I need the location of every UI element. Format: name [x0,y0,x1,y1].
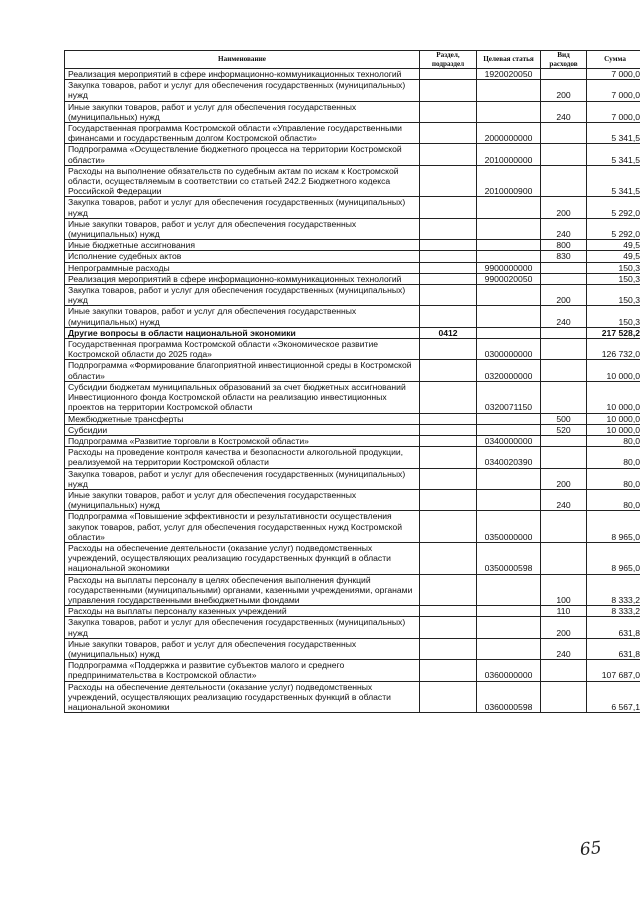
table-row [65,197,640,218]
cell-sum: 7 000,0 [587,80,640,101]
cell-sum: 5 341,5 [587,123,640,144]
table-row [65,285,640,306]
cell-type: 110 [541,606,587,617]
header-type: Вид расходов [541,51,587,69]
cell-type [541,273,587,284]
cell-sum: 107 687,0 [587,660,640,681]
cell-type [541,165,587,197]
cell-target [477,285,541,306]
table-row [65,251,640,262]
cell-name: Межбюджетные трансферты [65,413,420,424]
table-row [65,574,640,606]
cell-sum: 80,0 [587,468,640,489]
cell-name: Подпрограмма «Формирование благоприятной инвестиционной среды в Костромской области» [65,360,420,381]
cell-type: 200 [541,617,587,638]
cell-type: 800 [541,240,587,251]
cell-sum: 10 000,0 [587,413,640,424]
cell-sum: 5 292,0 [587,197,640,218]
table-row [65,339,640,360]
cell-sum: 10 000,0 [587,360,640,381]
cell-sum: 8 965,0 [587,542,640,574]
cell-section [420,638,477,659]
table-row [65,306,640,327]
cell-section [420,511,477,543]
cell-type: 500 [541,413,587,424]
table-row [65,617,640,638]
cell-type [541,360,587,381]
cell-target [477,468,541,489]
cell-type: 240 [541,489,587,510]
cell-section [420,617,477,638]
cell-section [420,360,477,381]
cell-target: 0360000000 [477,660,541,681]
header-name: Наименование [65,51,420,69]
cell-target [477,327,541,338]
cell-target: 9900020050 [477,273,541,284]
header-target: Целевая статья [477,51,541,69]
cell-sum: 5 292,0 [587,218,640,239]
cell-name: Реализация мероприятий в сфере информационно-коммуникационных технологий [65,273,420,284]
cell-type: 200 [541,80,587,101]
cell-name: Расходы на обеспечение деятельности (оказание услуг) подведомственных учреждений, осуществляющих реализацию государственных функций в области национальной экономики [65,681,420,713]
table-row [65,262,640,273]
cell-name: Иные бюджетные ассигнования [65,240,420,251]
cell-sum: 49,5 [587,251,640,262]
table-row [65,101,640,122]
cell-type [541,447,587,468]
table-row [65,606,640,617]
cell-sum: 126 732,0 [587,339,640,360]
cell-type [541,660,587,681]
cell-name: Иные закупки товаров, работ и услуг для обеспечения государственных (муниципальных) нужд [65,306,420,327]
cell-type [541,542,587,574]
cell-name: Расходы на выплаты персоналу в целях обеспечения выполнения функций государственными (муниципальными) органами, казенными учреждениями, органами управления государственными внебюджетными фондами [65,574,420,606]
table-row [65,511,640,543]
cell-name: Расходы на выполнение обязательств по судебным актам по искам к Костромской области, осуществляемым в соответствии со статьей 242.2 Бюджетного кодекса Российской Федерации [65,165,420,197]
cell-section [420,165,477,197]
cell-sum: 150,3 [587,285,640,306]
cell-section [420,606,477,617]
cell-section [420,542,477,574]
cell-type: 200 [541,468,587,489]
cell-sum: 8 333,2 [587,606,640,617]
cell-sum: 80,0 [587,489,640,510]
cell-sum: 150,3 [587,262,640,273]
cell-section [420,251,477,262]
handwritten-page-number: 65 [578,837,603,861]
table-row [65,69,640,80]
cell-target [477,424,541,435]
cell-type [541,511,587,543]
cell-section [420,413,477,424]
cell-section [420,660,477,681]
cell-type: 240 [541,218,587,239]
cell-section [420,574,477,606]
table-body [65,69,640,713]
cell-target [477,489,541,510]
cell-name: Расходы на выплаты персоналу казенных учреждений [65,606,420,617]
cell-target: 0360000598 [477,681,541,713]
cell-name: Государственная программа Костромской области «Управление государственными финансами и государственным долгом Костромской области» [65,123,420,144]
cell-sum: 80,0 [587,447,640,468]
table-row [65,80,640,101]
cell-target: 0320071150 [477,381,541,413]
cell-target: 1920020050 [477,69,541,80]
cell-name: Закупка товаров, работ и услуг для обеспечения государственных (муниципальных) нужд [65,285,420,306]
cell-type: 830 [541,251,587,262]
cell-name: Подпрограмма «Поддержка и развитие субъектов малого и среднего предпринимательства в Костромской области» [65,660,420,681]
cell-target [477,251,541,262]
table-row [65,413,640,424]
cell-type: 200 [541,285,587,306]
cell-target: 0340020390 [477,447,541,468]
cell-sum: 8 965,0 [587,511,640,543]
cell-type [541,144,587,165]
table-header [65,51,640,69]
cell-name: Расходы на обеспечение деятельности (оказание услуг) подведомственных учреждений, осуществляющих реализацию государственных функций в области национальной экономики [65,542,420,574]
cell-sum: 150,3 [587,273,640,284]
cell-name: Субсидии [65,424,420,435]
cell-type [541,681,587,713]
table-row [65,638,640,659]
cell-sum: 6 567,1 [587,681,640,713]
table-row [65,165,640,197]
table-row [65,360,640,381]
cell-type [541,123,587,144]
cell-target: 0320000000 [477,360,541,381]
cell-name: Подпрограмма «Повышение эффективности и результативности осуществления закупок товаров, работ, услуг для обеспечения государственных нужд Костромской области» [65,511,420,543]
cell-target: 2010000000 [477,144,541,165]
cell-sum: 80,0 [587,435,640,446]
cell-name: Иные закупки товаров, работ и услуг для обеспечения государственных (муниципальных) нужд [65,489,420,510]
cell-type [541,381,587,413]
cell-sum: 7 000,0 [587,101,640,122]
cell-section [420,306,477,327]
cell-type [541,69,587,80]
cell-sum: 5 341,5 [587,144,640,165]
cell-type: 240 [541,638,587,659]
cell-target: 9900000000 [477,262,541,273]
cell-target: 0350000598 [477,542,541,574]
cell-section [420,447,477,468]
budget-page [64,50,640,713]
cell-target: 0340000000 [477,435,541,446]
table-row [65,681,640,713]
cell-target [477,197,541,218]
cell-name: Иные закупки товаров, работ и услуг для обеспечения государственных (муниципальных) нужд [65,101,420,122]
cell-type: 200 [541,197,587,218]
cell-sum: 150,3 [587,306,640,327]
cell-type [541,339,587,360]
cell-section [420,69,477,80]
cell-name: Государственная программа Костромской области «Экономическое развитие Костромской области до 2025 года» [65,339,420,360]
table-row [65,327,640,338]
cell-name: Закупка товаров, работ и услуг для обеспечения государственных (муниципальных) нужд [65,197,420,218]
table-row [65,144,640,165]
cell-section [420,468,477,489]
cell-section [420,489,477,510]
cell-sum: 217 528,2 [587,327,640,338]
budget-table [64,50,640,713]
table-row [65,489,640,510]
cell-name: Исполнение судебных актов [65,251,420,262]
cell-name: Закупка товаров, работ и услуг для обеспечения государственных (муниципальных) нужд [65,468,420,489]
cell-sum: 8 333,2 [587,574,640,606]
cell-name: Другие вопросы в области национальной экономики [65,327,420,338]
header-section: Раздел, подраздел [420,51,477,69]
cell-type: 240 [541,306,587,327]
cell-section [420,424,477,435]
cell-target [477,240,541,251]
table-row [65,123,640,144]
cell-name: Иные закупки товаров, работ и услуг для обеспечения государственных (муниципальных) нужд [65,218,420,239]
cell-name: Закупка товаров, работ и услуг для обеспечения государственных (муниципальных) нужд [65,80,420,101]
table-row [65,218,640,239]
cell-section [420,381,477,413]
table-row [65,435,640,446]
table-row [65,273,640,284]
cell-name: Непрограммные расходы [65,262,420,273]
cell-name: Подпрограмма «Развитие торговли в Костромской области» [65,435,420,446]
cell-target: 2010000900 [477,165,541,197]
header-sum: Сумма [587,51,640,69]
cell-section [420,101,477,122]
table-row [65,447,640,468]
cell-section [420,80,477,101]
cell-target: 0350000000 [477,511,541,543]
table-row [65,381,640,413]
cell-section: 0412 [420,327,477,338]
cell-target: 2000000000 [477,123,541,144]
cell-section [420,197,477,218]
cell-target [477,218,541,239]
cell-sum: 49,5 [587,240,640,251]
table-row [65,542,640,574]
cell-type [541,327,587,338]
cell-sum: 5 341,5 [587,165,640,197]
cell-section [420,435,477,446]
cell-target [477,80,541,101]
cell-section [420,144,477,165]
cell-type [541,435,587,446]
cell-section [420,240,477,251]
table-row [65,424,640,435]
header-row [65,51,640,69]
cell-section [420,123,477,144]
cell-target [477,306,541,327]
cell-target [477,413,541,424]
table-row [65,660,640,681]
table-row [65,468,640,489]
cell-section [420,681,477,713]
cell-name: Закупка товаров, работ и услуг для обеспечения государственных (муниципальных) нужд [65,617,420,638]
cell-section [420,273,477,284]
cell-name: Субсидии бюджетам муниципальных образований за счет бюджетных ассигнований Инвестиционного фонда Костромской области на реализацию инвестиционных проектов на территории Костромской области [65,381,420,413]
cell-type: 240 [541,101,587,122]
cell-sum: 10 000,0 [587,381,640,413]
cell-name: Реализация мероприятий в сфере информационно-коммуникационных технологий [65,69,420,80]
cell-sum: 10 000,0 [587,424,640,435]
cell-type: 100 [541,574,587,606]
cell-target: 0300000000 [477,339,541,360]
cell-type: 520 [541,424,587,435]
cell-sum: 631,8 [587,617,640,638]
cell-section [420,262,477,273]
cell-target [477,606,541,617]
cell-sum: 7 000,0 [587,69,640,80]
cell-section [420,285,477,306]
cell-target [477,574,541,606]
cell-sum: 631,8 [587,638,640,659]
cell-name: Подпрограмма «Осуществление бюджетного процесса на территории Костромской области» [65,144,420,165]
table-row [65,240,640,251]
cell-name: Расходы на проведение контроля качества и безопасности алкогольной продукции, реализуемой на территории Костромской области [65,447,420,468]
cell-section [420,218,477,239]
cell-name: Иные закупки товаров, работ и услуг для обеспечения государственных (муниципальных) нужд [65,638,420,659]
cell-target [477,617,541,638]
cell-type [541,262,587,273]
cell-target [477,101,541,122]
cell-section [420,339,477,360]
cell-target [477,638,541,659]
